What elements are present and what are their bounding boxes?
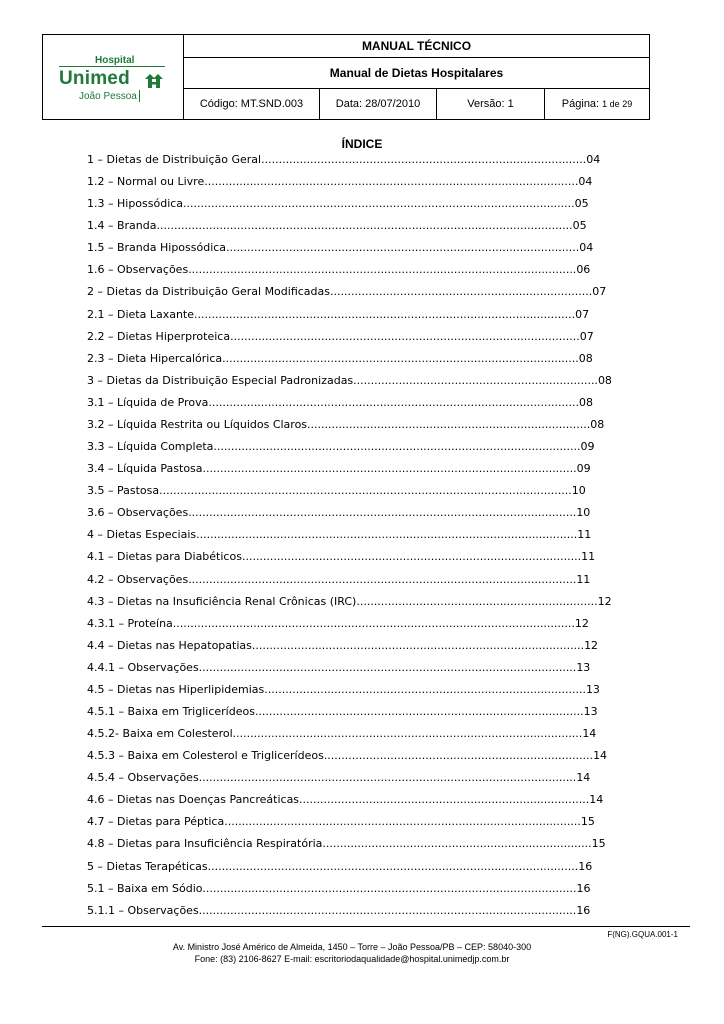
toc-leader-dots: ............................................................................. bbox=[323, 749, 594, 763]
toc-leader-dots: ....................................................................................................................... bbox=[156, 219, 573, 233]
footer-address-block bbox=[0, 941, 704, 965]
toc-leader-dots: ............................................................................................................. bbox=[196, 528, 578, 542]
toc-entry-label: 4.3.1 – Proteína bbox=[87, 616, 173, 630]
toc-entry-label: 4.5.1 – Baixa em Triglicerídeos bbox=[87, 705, 255, 718]
toc-leader-dots: ............................................................................................................. bbox=[194, 307, 576, 321]
toc-entry-page: 04 bbox=[579, 241, 594, 255]
toc-entry bbox=[87, 262, 590, 278]
toc-leader-dots: ...................................................................................................... bbox=[222, 351, 579, 365]
toc-entry bbox=[87, 572, 590, 588]
toc-entry bbox=[87, 903, 590, 919]
toc-entry-label: 1.3 – Hipossódica bbox=[87, 197, 184, 211]
doc-meta-row bbox=[184, 89, 649, 119]
doc-version: Versão: 1 bbox=[437, 89, 545, 119]
toc-entry bbox=[87, 351, 593, 367]
toc-entry-page: 08 bbox=[578, 351, 593, 365]
toc-entry-page: 16 bbox=[576, 881, 591, 895]
toc-entry-label: 5.1.1 – Observações bbox=[87, 903, 199, 917]
doc-type: MANUAL TÉCNICO bbox=[184, 35, 649, 58]
toc-entry-page: 16 bbox=[576, 903, 591, 917]
toc-entry-label: 1.5 – Branda Hipossódica bbox=[87, 241, 227, 255]
doc-page bbox=[545, 89, 649, 119]
toc-entry-page: 08 bbox=[590, 417, 605, 431]
toc-entry-page: 07 bbox=[579, 329, 594, 343]
toc-leader-dots: .................................................................................................... bbox=[232, 727, 583, 741]
toc-leader-dots: ................................................................................... bbox=[299, 793, 590, 807]
toc-entry-page: 04 bbox=[586, 153, 601, 166]
toc-entry bbox=[87, 814, 595, 830]
toc-entry-label: 4.8 – Dietas para Insuficiência Respiratória bbox=[87, 837, 323, 851]
toc-entry-label: 1.2 – Normal ou Livre bbox=[87, 175, 205, 189]
toc-entry-label: 4.1 – Dietas para Diabéticos bbox=[87, 550, 242, 564]
toc-entry-page: 16 bbox=[578, 859, 593, 873]
toc-entry bbox=[87, 284, 606, 300]
toc-leader-dots: ............................................................................................ bbox=[264, 682, 586, 696]
toc-entry-page: 09 bbox=[580, 440, 595, 454]
toc-entry-label: 4.7 – Dietas para Péptica bbox=[87, 815, 225, 829]
toc-entry-page: 10 bbox=[571, 484, 586, 498]
hospital-logo bbox=[43, 35, 184, 119]
toc-leader-dots: ........................................................................... bbox=[330, 285, 593, 299]
toc-entry bbox=[87, 726, 596, 742]
toc-leader-dots: ..................................................................................................... bbox=[226, 241, 580, 255]
toc-entry-page: 08 bbox=[579, 395, 593, 409]
toc-entry-label: 4.3 – Dietas na Insuficiência Renal Crônicas (IRC) bbox=[87, 594, 357, 608]
toc-entry-page: 13 bbox=[576, 660, 591, 674]
toc-entry-page: 13 bbox=[583, 705, 598, 718]
logo-city-text: João Pessoa bbox=[79, 91, 137, 102]
toc-entry-page: 07 bbox=[575, 307, 590, 321]
toc-entry-label: 5.1 – Baixa em Sódio bbox=[87, 881, 203, 895]
toc-entry-page: 12 bbox=[574, 616, 589, 630]
toc-entry bbox=[87, 792, 603, 808]
toc-entry-label: 3.5 – Pastosa bbox=[87, 484, 160, 498]
toc-leader-dots: ................................................................................. bbox=[307, 417, 591, 431]
toc-leader-dots: .......................................................................................................... bbox=[207, 859, 579, 873]
toc-entry-label: 4.2 – Observações bbox=[87, 572, 189, 586]
toc-leader-dots: ................................................................................................. bbox=[241, 550, 582, 564]
toc-entry-label: 3.3 – Líquida Completa bbox=[87, 440, 214, 454]
toc-leader-dots: ................................................................................................................ bbox=[183, 197, 575, 211]
toc-leader-dots: ............................................................................. bbox=[322, 837, 592, 851]
toc-entry-page: 14 bbox=[582, 727, 597, 741]
unimed-tree-icon bbox=[143, 71, 165, 89]
toc-entry bbox=[87, 660, 590, 676]
toc-entry-label: 3 – Dietas da Distribuição Especial Padronizadas bbox=[87, 373, 354, 387]
toc-entry bbox=[87, 240, 593, 256]
toc-entry-label: 4.5.2- Baixa em Colesterol bbox=[87, 727, 233, 741]
toc-entry-page: 11 bbox=[576, 572, 591, 586]
toc-entry-label: 4 – Dietas Especiais bbox=[87, 528, 197, 542]
toc-entry bbox=[87, 218, 587, 234]
toc-entry-label: 3.6 – Observações bbox=[87, 506, 189, 520]
footer-contact: Fone: (83) 2106-8627 E-mail: escritoriodaqualidade@hospital.unimedjp.com.br bbox=[194, 954, 510, 964]
toc-leader-dots: ........................................................................................................... bbox=[202, 462, 577, 476]
toc-entry bbox=[87, 439, 595, 455]
toc-entry bbox=[87, 461, 591, 477]
toc-leader-dots: .................................................................................................... bbox=[230, 329, 580, 343]
toc-entry-label: 3.1 – Líquida de Prova bbox=[87, 395, 209, 409]
toc-entry bbox=[87, 682, 600, 698]
toc-entry-label: 1.4 – Branda bbox=[87, 219, 157, 233]
toc-entry bbox=[87, 836, 606, 852]
toc-entry bbox=[87, 770, 590, 786]
footer-divider bbox=[42, 926, 690, 927]
toc-entry bbox=[87, 483, 586, 499]
toc-leader-dots: ...................................................................................................................... bbox=[159, 484, 572, 498]
toc-entry-label: 4.5.4 – Observações bbox=[87, 771, 199, 785]
page-label: Página: bbox=[561, 98, 600, 110]
toc-entry-label: 4.4.1 – Observações bbox=[87, 660, 199, 674]
toc-entry bbox=[87, 373, 612, 389]
toc-leader-dots: ...................................................................................................... bbox=[224, 815, 581, 829]
footer-address: Av. Ministro José Américo de Almeida, 1450 – Torre – João Pessoa/PB – CEP: 58040-300 bbox=[172, 942, 532, 952]
toc-entry-label: 2.1 – Dieta Laxante bbox=[87, 307, 195, 321]
toc-entry-label: 4.5.3 – Baixa em Colesterol e Triglicerídeos bbox=[87, 749, 324, 763]
toc-entry bbox=[87, 329, 594, 345]
toc-entry-page: 08 bbox=[597, 373, 612, 387]
toc-leader-dots: ............................................................................................................ bbox=[198, 771, 577, 785]
toc-entry-label: 1 – Dietas de Distribuição Geral bbox=[87, 153, 262, 166]
toc-leader-dots: .......................................................................................................... bbox=[208, 395, 579, 409]
toc-entry bbox=[87, 549, 595, 565]
toc-entry bbox=[87, 881, 591, 897]
toc-entry-page: 14 bbox=[593, 749, 608, 763]
toc-entry bbox=[87, 638, 598, 654]
toc-entry-label: 1.6 – Observações bbox=[87, 263, 189, 277]
toc-entry-page: 06 bbox=[576, 263, 591, 277]
toc-leader-dots: ..................................................................... bbox=[356, 594, 598, 608]
logo-vertical-bar bbox=[139, 90, 140, 102]
toc-entry-page: 04 bbox=[578, 175, 593, 189]
toc-entry-label: 4.5 – Dietas nas Hiperlipidemias bbox=[87, 682, 265, 696]
toc-entry-page: 13 bbox=[585, 682, 600, 696]
toc-entry bbox=[87, 307, 589, 323]
toc-entry-label: 2 – Dietas da Distribuição Geral Modificadas bbox=[87, 285, 330, 299]
toc-entry-page: 09 bbox=[576, 462, 591, 476]
toc-entry-label: 5 – Dietas Terapéticas bbox=[87, 859, 208, 873]
toc-leader-dots: ............................................................................................................... bbox=[188, 506, 577, 520]
index-title: ÍNDICE bbox=[341, 137, 383, 151]
toc-entry-label: 4.6 – Dietas nas Doenças Pancreáticas bbox=[87, 793, 300, 807]
toc-entry bbox=[87, 196, 589, 212]
doc-title: Manual de Dietas Hospitalares bbox=[184, 58, 649, 89]
toc-leader-dots: ...................................................................... bbox=[353, 373, 598, 387]
toc-entry-page: 10 bbox=[576, 506, 591, 520]
document-header bbox=[42, 34, 650, 120]
toc-entry bbox=[87, 505, 590, 521]
toc-leader-dots: ........................................................................................................... bbox=[204, 175, 579, 189]
toc-entry bbox=[87, 152, 600, 168]
toc-leader-dots: .............................................................................................. bbox=[254, 705, 584, 718]
page-value: 1 de 29 bbox=[602, 99, 633, 109]
toc-leader-dots: ............................................................................................................ bbox=[198, 660, 577, 674]
toc-entry bbox=[87, 859, 592, 875]
toc-entry-page: 07 bbox=[592, 285, 607, 299]
toc-leader-dots: ............................................................................................................ bbox=[198, 903, 577, 917]
toc-entry-page: 12 bbox=[584, 638, 599, 652]
toc-leader-dots: ......................................................................................................... bbox=[213, 440, 581, 454]
toc-entry bbox=[87, 748, 607, 764]
toc-entry bbox=[87, 174, 592, 190]
toc-entry-page: 14 bbox=[589, 793, 604, 807]
toc-entry bbox=[87, 704, 598, 720]
toc-entry-label: 3.4 – Líquida Pastosa bbox=[87, 462, 203, 476]
toc-entry-page: 15 bbox=[580, 815, 595, 829]
toc-entry bbox=[87, 417, 604, 433]
toc-entry-label: 4.4 – Dietas nas Hepatopatias bbox=[87, 638, 252, 652]
toc-entry-label: 3.2 – Líquida Restrita ou Líquidos Claros bbox=[87, 417, 308, 431]
toc-leader-dots: ................................................................................................................... bbox=[172, 616, 575, 630]
toc-entry-page: 11 bbox=[577, 528, 592, 542]
form-code: F(NG).GQUA.001-1 bbox=[607, 930, 678, 939]
toc-leader-dots: ............................................................................................................... bbox=[188, 263, 577, 277]
toc-leader-dots: ............................................................................................................... bbox=[188, 572, 577, 586]
toc-leader-dots: ........................................................................................................... bbox=[202, 881, 577, 895]
toc-entry bbox=[87, 594, 612, 610]
toc-entry-page: 15 bbox=[591, 837, 606, 851]
toc-entry-page: 05 bbox=[572, 219, 587, 233]
toc-entry bbox=[87, 395, 593, 411]
toc-entry-label: 2.2 – Dietas Hiperproteica bbox=[87, 329, 231, 343]
toc-entry-page: 14 bbox=[576, 771, 591, 785]
toc-entry-page: 05 bbox=[574, 197, 589, 211]
toc-leader-dots: ............................................................................................. bbox=[261, 153, 587, 166]
toc-entry bbox=[87, 527, 591, 543]
doc-date: Data: 28/07/2010 bbox=[320, 89, 437, 119]
toc-entry bbox=[87, 616, 589, 632]
toc-entry-label: 2.3 – Dieta Hipercalórica bbox=[87, 351, 223, 365]
logo-brand-text: Unimed bbox=[59, 68, 130, 89]
doc-code: Código: MT.SND.003 bbox=[184, 89, 320, 119]
logo-hospital-text: Hospital bbox=[95, 55, 135, 66]
toc-entry-page: 12 bbox=[597, 594, 612, 608]
logo-divider bbox=[59, 66, 165, 67]
toc-entry-page: 11 bbox=[581, 550, 596, 564]
toc-leader-dots: ............................................................................................... bbox=[251, 638, 585, 652]
